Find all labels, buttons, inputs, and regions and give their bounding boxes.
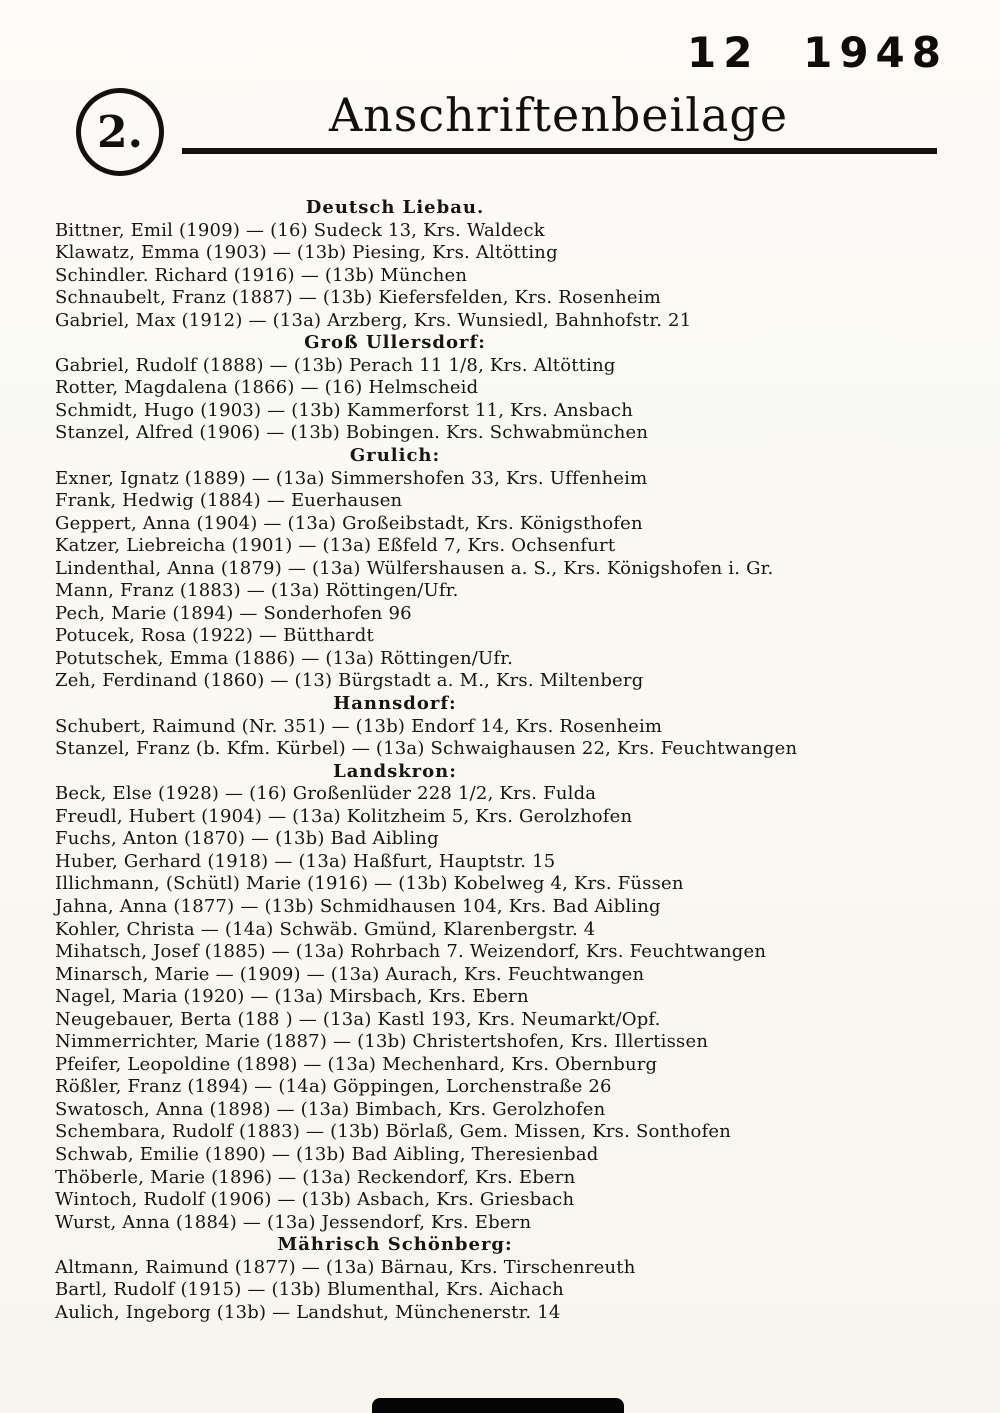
address-entry: Nimmerrichter, Marie (1887) — (13b) Christertshofen, Krs. Illertissen — [55, 1031, 709, 1053]
address-entry: Gabriel, Rudolf (1888) — (13b) Perach 11 1/8, Krs. Altötting — [55, 354, 616, 376]
address-entry: Potutschek, Emma (1886) — (13a) Röttingen/Ufr. — [55, 647, 514, 669]
address-entry: Schwab, Emilie (1890) — (13b) Bad Aibling, Theresienbad — [55, 1143, 599, 1165]
address-entry: Schmidt, Hugo (1903) — (13b) Kammerforst 11, Krs. Ansbach — [55, 399, 633, 421]
address-entry: Minarsch, Marie — (1909) — (13a) Aurach, Krs. Feuchtwangen — [55, 963, 645, 985]
address-entry: Zeh, Ferdinand (1860) — (13) Bürgstadt a. M., Krs. Miltenberg — [55, 670, 644, 692]
address-entry: Bartl, Rudolf (1915) — (13b) Blumenthal, Krs. Aichach — [55, 1279, 564, 1301]
address-entry: Frank, Hedwig (1884) — Euerhausen — [55, 490, 403, 512]
issue-number: 2. — [97, 106, 143, 158]
address-entry: Freudl, Hubert (1904) — (13a) Kolitzheim 5, Krs. Gerolzhofen — [55, 805, 633, 827]
address-entry: Swatosch, Anna (1898) — (13a) Bimbach, Krs. Gerolzhofen — [55, 1098, 606, 1120]
address-list — [55, 197, 948, 1324]
address-entry: Kohler, Christa — (14a) Schwäb. Gmünd, Klarenbergstr. 4 — [55, 918, 596, 940]
page-header — [0, 0, 1000, 190]
page-title: Anschriftenbeilage — [328, 88, 789, 142]
address-entry: Stanzel, Alfred (1906) — (13b) Bobingen. Krs. Schwabmünchen — [55, 422, 649, 444]
title-underline — [182, 148, 937, 154]
address-entry: Rößler, Franz (1894) — (14a) Göppingen, Lorchenstraße 26 — [55, 1076, 612, 1098]
address-entry: Mihatsch, Josef (1885) — (13a) Rohrbach 7. Weizendorf, Krs. Feuchtwangen — [55, 941, 767, 963]
address-entry: Bittner, Emil (1909) — (16) Sudeck 13, Krs. Waldeck — [55, 219, 545, 241]
address-entry: Pfeifer, Leopoldine (1898) — (13a) Mechenhard, Krs. Obernburg — [55, 1053, 658, 1075]
address-entry: Klawatz, Emma (1903) — (13b) Piesing, Krs. Altötting — [55, 242, 558, 264]
address-entry: Wurst, Anna (1884) — (13a) Jessendorf, Krs. Ebern — [55, 1211, 532, 1233]
address-entry: Potucek, Rosa (1922) — Bütthardt — [55, 625, 374, 647]
address-entry: Pech, Marie (1894) — Sonderhofen 96 — [55, 602, 412, 624]
section-heading: Grulich: — [349, 445, 441, 467]
section-heading: Deutsch Liebau. — [305, 197, 485, 218]
address-entry: Katzer, Liebreicha (1901) — (13a) Eßfeld 7, Krs. Ochsenfurt — [55, 535, 616, 557]
address-entry: Schnaubelt, Franz (1887) — (13b) Kiefersfelden, Krs. Rosenheim — [55, 287, 662, 309]
address-entry: Schembara, Rudolf (1883) — (13b) Börlaß, Gem. Missen, Krs. Sonthofen — [55, 1121, 732, 1143]
address-entry: Neugebauer, Berta (188 ) — (13a) Kastl 193, Krs. Neumarkt/Opf. — [55, 1008, 661, 1030]
address-entry: Huber, Gerhard (1918) — (13a) Haßfurt, Hauptstr. 15 — [55, 850, 556, 872]
issue-number-badge — [76, 88, 164, 176]
address-entry: Gabriel, Max (1912) — (13a) Arzberg, Krs. Wunsiedl, Bahnhofstr. 21 — [55, 309, 692, 331]
address-entry: Geppert, Anna (1904) — (13a) Großeibstadt, Krs. Königsthofen — [55, 512, 643, 534]
address-entry: Jahna, Anna (1877) — (13b) Schmidhausen 104, Krs. Bad Aibling — [55, 895, 661, 917]
address-entry: Mann, Franz (1883) — (13a) Röttingen/Ufr. — [55, 580, 459, 602]
address-entry: Aulich, Ingeborg (13b) — Landshut, Münchenerstr. 14 — [55, 1301, 561, 1323]
address-entry: Beck, Else (1928) — (16) Großenlüder 228 1/2, Krs. Fulda — [55, 783, 597, 805]
scan-artifact-bar — [372, 1398, 624, 1413]
section-heading: Mährisch Schönberg: — [277, 1234, 513, 1256]
address-entry: Schindler. Richard (1916) — (13b) München — [55, 264, 468, 286]
address-entry: Illichmann, (Schütl) Marie (1916) — (13b) Kobelweg 4, Krs. Füssen — [55, 873, 684, 895]
address-entry: Rotter, Magdalena (1866) — (16) Helmscheid — [55, 377, 479, 399]
address-entry: Fuchs, Anton (1870) — (13b) Bad Aibling — [55, 828, 439, 850]
address-entry: Exner, Ignatz (1889) — (13a) Simmershofen 33, Krs. Uffenheim — [55, 467, 648, 489]
section-heading: Landskron: — [333, 760, 457, 782]
address-entry: Thöberle, Marie (1896) — (13a) Reckendorf, Krs. Ebern — [55, 1166, 576, 1188]
address-entry: Schubert, Raimund (Nr. 351) — (13b) Endorf 14, Krs. Rosenheim — [55, 715, 663, 737]
date-stamp: 12 1948 — [687, 28, 948, 77]
section-heading: Groß Ullersdorf: — [304, 332, 486, 354]
address-entry: Stanzel, Franz (b. Kfm. Kürbel) — (13a) Schwaighausen 22, Krs. Feuchtwangen — [55, 738, 798, 760]
section-heading: Hannsdorf: — [333, 693, 457, 715]
address-entry: Altmann, Raimund (1877) — (13a) Bärnau, Krs. Tirschenreuth — [55, 1256, 636, 1278]
address-entry: Lindenthal, Anna (1879) — (13a) Wülfershausen a. S., Krs. Königshofen i. Gr. — [55, 557, 774, 579]
address-entry: Nagel, Maria (1920) — (13a) Mirsbach, Krs. Ebern — [55, 986, 529, 1008]
address-entry: Wintoch, Rudolf (1906) — (13b) Asbach, Krs. Griesbach — [55, 1189, 575, 1211]
